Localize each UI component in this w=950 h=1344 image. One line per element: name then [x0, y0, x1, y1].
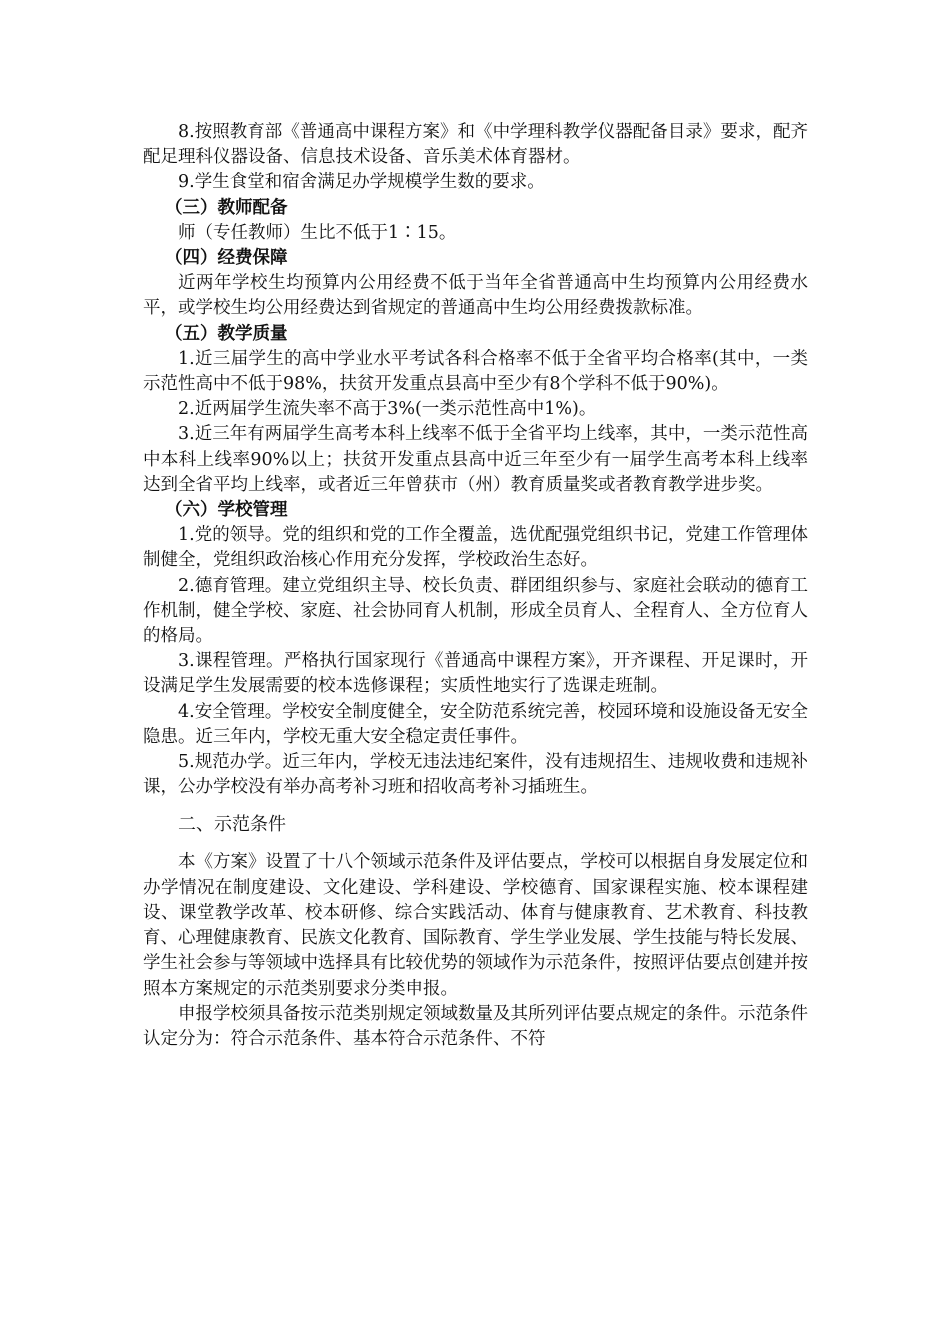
paragraph-management-2: 2.德育管理。建立党组织主导、校长负责、群团组织参与、家庭社会联动的德育工作机制，健全学校、家庭、社会协同育人机制，形成全员育人、全程育人、全方位育人的格局。	[143, 575, 808, 647]
paragraph-demo-1: 本《方案》设置了十八个领域示范条件及评估要点，学校可以根据自身发展定位和办学情况在制度建设、文化建设、学科建设、学校德育、国家课程实施、校本课程建设、课堂教学改革、校本研修、综合实践活动、体育与健康教育、艺术教育、科技教育、心理健康教育、民族文化教育、国际教育、学生学业发展、学生技能与特长发展、学生社会参与等领域中选择具有比较优势的领域作为示范条件，按照评估要点创建并按照本方案规定的示范类别要求分类申报。	[143, 852, 808, 999]
paragraph-quality-1: 1.近三届学生的高中学业水平考试各科合格率不低于全省平均合格率(其中，一类示范性高中不低于98%，扶贫开发重点县高中至少有8个学科不低于90%)。	[143, 348, 808, 395]
heading-quality: （五）教学质量	[165, 323, 288, 344]
paragraph-quality-3: 3.近三年有两届学生高考本科上线率不低于全省平均上线率，其中，一类示范性高中本科上线率90%以上；扶贫开发重点县高中近三年至少有一届学生高考本科上线率达到全省平均上线率，或者近三年曾获市（州）教育质量奖或者教育教学进步奖。	[143, 424, 808, 495]
heading-management: （六）学校管理	[165, 500, 288, 521]
paragraph-management-3: 3.课程管理。严格执行国家现行《普通高中课程方案》，开齐课程、开足课时，开设满足学生发展需要的校本选修课程；实质性地实行了选课走班制。	[143, 651, 808, 697]
paragraph-management-5: 5.规范办学。近三年内，学校无违法违纪案件，没有违规招生、违规收费和违规补课，公办学校没有举办高考补习班和招收高考补习插班生。	[143, 752, 808, 798]
paragraph-funding: 近两年学校生均预算内公用经费不低于当年全省普通高中生均预算内公用经费水平，或学校生均公用经费达到省规定的普通高中生均公用经费拨款标准。	[143, 273, 808, 319]
paragraph-canteen: 9.学生食堂和宿舍满足办学规模学生数的要求。	[178, 172, 545, 193]
section-heading-demo-conditions: 二、示范条件	[178, 814, 286, 836]
paragraph-demo-2: 申报学校须具备按示范类别规定领域数量及其所列评估要点规定的条件。示范条件认定分为：符合示范条件、基本符合示范条件、不符	[143, 1003, 808, 1049]
paragraph-management-1: 1.党的领导。党的组织和党的工作全覆盖，选优配强党组织书记，党建工作管理体制健全，党组织政治核心作用充分发挥，学校政治生态好。	[143, 525, 808, 571]
paragraph-management-4: 4.安全管理。学校安全制度健全，安全防范系统完善，校园环境和设施设备无安全隐患。近三年内，学校无重大安全稳定责任事件。	[143, 701, 808, 747]
heading-teachers: （三）教师配备	[165, 197, 288, 218]
paragraph-teacher-ratio: 师（专任教师）生比不低于1∶15。	[178, 222, 457, 243]
paragraph-equipment: 8.按照教育部《普通高中课程方案》和《中学理科教学仪器配备目录》要求，配齐配足理科仪器设备、信息技术设备、音乐美术体育器材。	[143, 122, 808, 168]
paragraph-quality-2: 2.近两届学生流失率不高于3%(一类示范性高中1%)。	[178, 399, 597, 420]
document-page	[143, 120, 808, 1052]
heading-funding: （四）经费保障	[165, 248, 288, 269]
